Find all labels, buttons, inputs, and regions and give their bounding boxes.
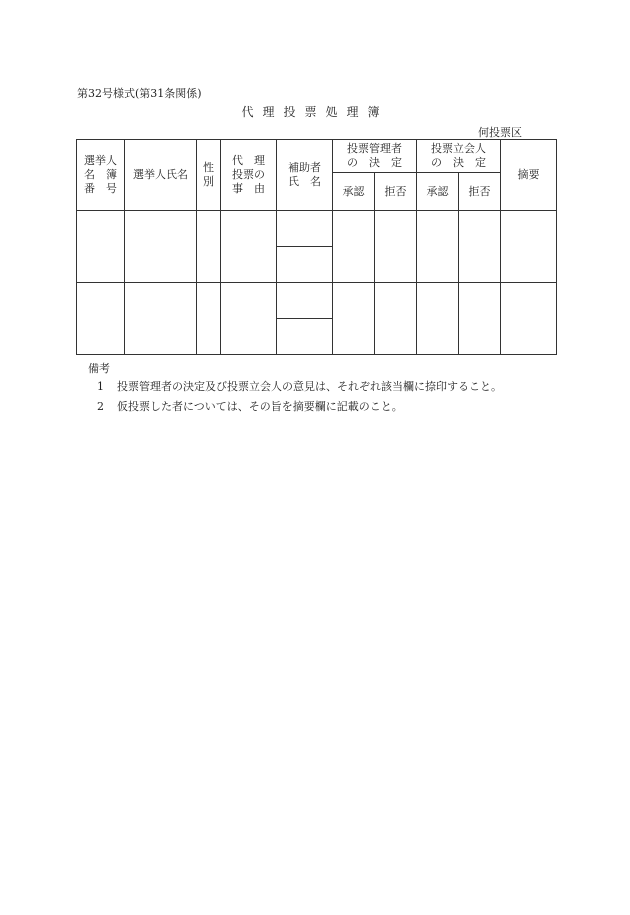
header-remarks: 摘要 [501,140,557,211]
proxy-reason-cell[interactable] [221,283,277,355]
assistant-name-cell[interactable] [277,283,333,319]
manager-approve-cell[interactable] [333,283,375,355]
table-row [77,283,557,319]
manager-reject-cell[interactable] [375,283,417,355]
header-manager-reject: 拒否 [375,173,417,211]
assistant-name-cell[interactable] [277,247,333,283]
voter-register-number-cell[interactable] [77,211,125,283]
observer-reject-cell[interactable] [459,211,501,283]
header-observer-approve: 承認 [417,173,459,211]
note-text: 投票管理者の決定及び投票立会人の意見は、それぞれ該当欄に捺印すること。 [117,380,502,393]
header-gender: 性 別 [197,140,221,211]
remarks-cell[interactable] [501,211,557,283]
header-observer-decision: 投票立会人 の 決 定 [417,140,501,173]
voter-register-number-cell[interactable] [77,283,125,355]
header-voter-name: 選挙人氏名 [125,140,197,211]
manager-approve-cell[interactable] [333,211,375,283]
header-proxy-reason: 代 理 投票の 事 由 [221,140,277,211]
note-number: 1 [97,380,104,393]
observer-reject-cell[interactable] [459,283,501,355]
note-number: 2 [97,400,104,413]
header-assistant-name: 補助者 氏 名 [277,140,333,211]
observer-approve-cell[interactable] [417,211,459,283]
header-observer-reject: 拒否 [459,173,501,211]
gender-cell[interactable] [197,283,221,355]
note-text: 仮投票した者については、その旨を摘要欄に記載のこと。 [117,400,403,413]
table-row [77,211,557,247]
assistant-name-cell[interactable] [277,211,333,247]
form-number: 第32号様式(第31条関係) [77,87,202,100]
manager-reject-cell[interactable] [375,211,417,283]
page-title: 代理投票処理簿 [241,105,389,119]
proxy-voting-ledger-table [76,139,557,355]
notes-heading: 備考 [88,362,110,375]
remarks-cell[interactable] [501,283,557,355]
assistant-name-cell[interactable] [277,319,333,355]
voter-name-cell[interactable] [125,211,197,283]
header-manager-decision: 投票管理者 の 決 定 [333,140,417,173]
header-manager-approve: 承認 [333,173,375,211]
observer-approve-cell[interactable] [417,283,459,355]
proxy-reason-cell[interactable] [221,211,277,283]
voter-name-cell[interactable] [125,283,197,355]
gender-cell[interactable] [197,211,221,283]
header-voter-register-number: 選挙人 名 簿 番 号 [77,140,125,211]
note-item [97,398,403,414]
note-item [97,378,502,394]
district-label: 何投票区 [478,126,522,139]
